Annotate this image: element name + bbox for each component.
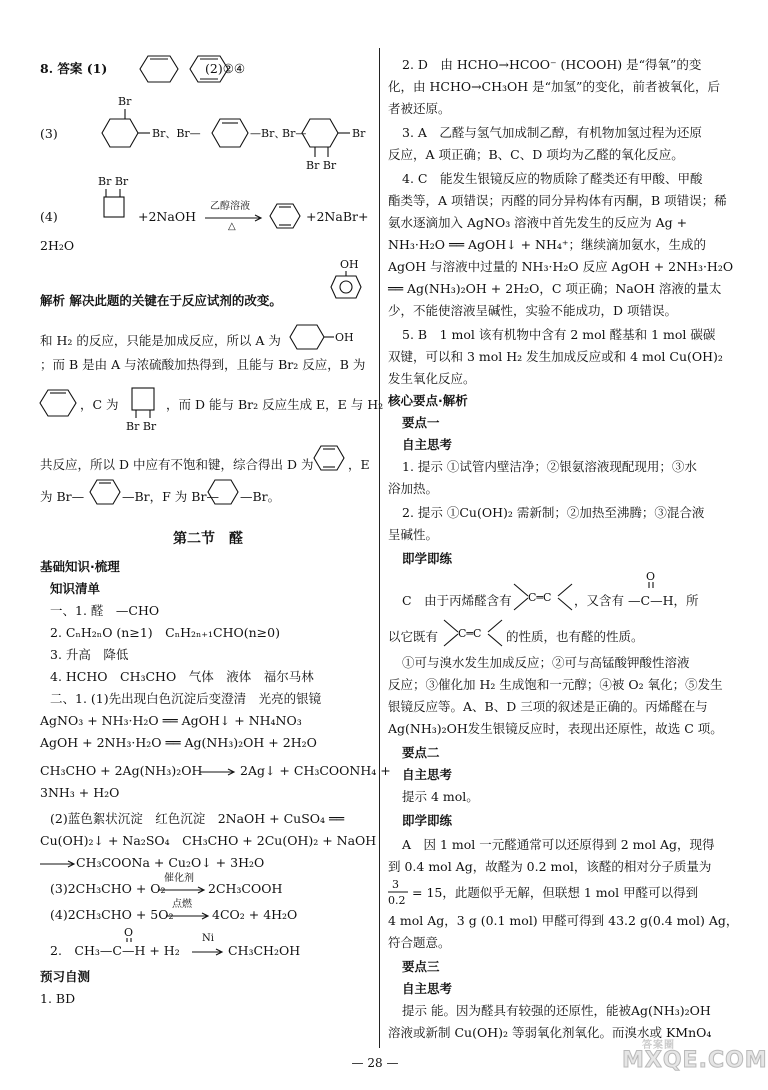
svg-text:OH: OH: [340, 258, 359, 271]
r-line-24c: —C—H，所: [628, 593, 699, 608]
analysis-6: 共反应，所以 D 中应有不饱和键，综合得出 D 为: [40, 457, 314, 472]
reaction-nabr: +2NaBr+: [306, 209, 369, 224]
equation-4: Cu(OH)₂↓ + Na₂SO₄ CH₃CHO + 2Cu(OH)₂ + NaOH: [40, 833, 377, 848]
column-divider: [379, 48, 380, 1048]
svg-text:C═C: C═C: [458, 627, 482, 640]
r-line-11: ══ Ag(NH₃)₂OH + 2H₂O，C 项正确；NaOH 溶液的量太: [388, 281, 722, 296]
list-2: 2. CₙH₂ₙO (n≥1) CₙH₂ₙ₊₁CHO(n≥0): [50, 625, 280, 640]
r-line-6: 4. C 能发生银镜反应的物质除了醛类还有甲酸、甲酸: [402, 171, 703, 186]
catalyst-label: 催化剂: [164, 873, 194, 884]
benzene-product-structure: [270, 202, 302, 230]
equation-7-arrow: [192, 950, 226, 954]
core-points-heading: 核心要点·解析: [388, 393, 468, 408]
cyclohexadiene-d-structure: [314, 444, 346, 472]
r-line-7: 酯类等，A 项错误；丙醛的同分异构体有丙酮，B 项错误；稀: [388, 193, 727, 208]
r-line-9: NH₃·H₂O ══ AgOH↓ + NH₄⁺；继续滴加氨水，生成的: [388, 237, 706, 252]
list-5: 二、1. (1)先出现白色沉淀后变澄清 光亮的银镜: [50, 691, 322, 706]
svg-text:Br—: Br—: [282, 127, 307, 140]
analysis-2: 和 H₂ 的反应，只能是加成反应，所以 A 为: [40, 333, 281, 348]
c-structure: [126, 384, 166, 439]
r-line-25b: 的性质，也有醛的性质。: [506, 629, 644, 644]
analysis-5: ，而 D 能与 Br₂ 反应生成 E，E 与 H₂: [166, 397, 384, 412]
page-number: — 28 —: [351, 1056, 399, 1070]
practice-1: 即学即练: [402, 551, 453, 566]
r-line-26: ①可与溴水发生加成反应；②可与高锰酸钾酸性溶液: [402, 655, 690, 670]
equation-4-arrow: [40, 862, 80, 866]
r-line-28: 银镜反应等。A、B、D 三项的叙述是正确的。丙烯醛在与: [388, 699, 708, 714]
watermark-small-text: 答案圈: [642, 1040, 675, 1051]
knowledge-list-heading: 知识清单: [50, 581, 101, 596]
r-line-27: 反应；③催化加 H₂ 生成饱和一元醇；④被 O₂ 氧化；⑤发生: [388, 677, 723, 692]
preview-answer-1: 1. BD: [40, 991, 76, 1006]
analysis-7: ，E: [348, 457, 370, 472]
equation-3a: CH₃CHO + 2Ag(NH₃)₂OH: [40, 763, 203, 778]
list-4: 4. HCHO CH₃CHO 气体 液体 福尔马林: [50, 669, 314, 684]
r-line-37: 4 mol Ag，3 g (0.1 mol) 甲醛可得到 43.2 g(0.4 mol) Ag，: [388, 913, 739, 928]
r-line-36: = 15，此题似乎无解，但联想 1 mol 甲醛可以得到: [412, 885, 699, 900]
r-line-35: 到 0.4 mol Ag，故醛为 0.2 mol，该醛的相对分子质量为: [388, 859, 712, 874]
ignite-label: 点燃: [172, 899, 192, 910]
preview-test-heading: 预习自测: [40, 969, 91, 984]
r-line-8: 氨水逐滴加入 AgNO₃ 溶液中首先发生的反应为 Ag +: [388, 215, 688, 230]
equation-2: AgOH + 2NH₃·H₂O ══ Ag(NH₃)₂OH + 2H₂O: [40, 735, 317, 750]
svg-text:Br、Br—: Br、Br—: [152, 127, 201, 140]
carbonyl-o-2: [644, 570, 658, 588]
equation-7b: CH₃CH₂OH: [228, 943, 301, 958]
svg-text:Br Br: Br Br: [126, 420, 157, 433]
practice-2: 即学即练: [402, 813, 453, 828]
answer-8-part3: (3): [40, 126, 58, 141]
equation-6-arrow: [166, 914, 212, 918]
r-line-34: A 因 1 mol 一元醛通常可以还原得到 2 mol Ag，现得: [402, 837, 715, 852]
r-line-24a: C 由于丙烯醛含有: [402, 593, 512, 608]
r-line-12: 少，不能使溶液呈碱性，实验不能成功，D 项错误。: [388, 303, 677, 318]
basic-knowledge-heading: 基础知识·梳理: [40, 559, 120, 574]
reaction-naoh: +2NaOH: [138, 209, 196, 224]
watermark-text: MXQE.COM: [622, 1048, 768, 1073]
svg-text:O: O: [646, 570, 656, 583]
analysis-8c: —Br。: [240, 489, 281, 504]
self-think-3: 自主思考: [402, 981, 453, 996]
e-structure: [90, 478, 122, 506]
svg-text:O: O: [124, 926, 134, 939]
answer-8-part4: (4): [40, 209, 58, 224]
r-line-29: Ag(NH₃)₂OH发生银镜反应时，表现出还原性，故选 C 项。: [388, 721, 723, 736]
section-title: 第二节 醛: [173, 531, 243, 547]
answer-8-label: 8. 答案 (1): [40, 61, 108, 76]
list-6: (2)蓝色絮状沉淀 红色沉淀 2NaOH + CuSO₄ ══: [50, 811, 345, 826]
ni-label: Ni: [202, 933, 214, 944]
cc-double-bond-2: [444, 618, 504, 648]
fraction-denominator: 0.2: [388, 894, 406, 907]
r-line-22: 呈碱性。: [388, 527, 439, 542]
svg-text:Br: Br: [352, 127, 366, 140]
equation-3c: 3NH₃ + H₂O: [40, 785, 120, 800]
r-line-42: 溶液或新制 Cu(OH)₂ 等弱氧化剂氧化。而溴水或 KMnO₄: [388, 1025, 712, 1040]
svg-text:Br: Br: [118, 95, 132, 108]
analysis-8b: —Br，F 为 Br—: [122, 489, 219, 504]
cyclohexene-structure: [140, 54, 180, 84]
key-point-3: 要点三: [402, 959, 440, 974]
cyclohexanol-structure: [290, 323, 360, 353]
r-line-15: 发生氧化反应。: [388, 371, 476, 386]
cyclohexadiene-structure: [190, 54, 230, 84]
r-line-19: 1. 提示 ①试管内壁洁净；②银氨溶液现配现用；③水: [402, 459, 697, 474]
list-1: 一、1. 醛 —CHO: [50, 603, 160, 618]
equation-3-arrow: [200, 770, 240, 774]
fraction-numerator: 3: [392, 878, 399, 891]
cc-double-bond-1: [514, 582, 574, 612]
self-think-1: 自主思考: [402, 437, 453, 452]
dibromocyclobutane-structure: [98, 175, 138, 235]
r-line-20: 浴加热。: [388, 481, 439, 496]
svg-text:—Br、: —Br、: [250, 127, 286, 140]
equation-5-arrow: [158, 888, 208, 892]
svg-text:OH: OH: [335, 331, 354, 344]
svg-text:Br Br: Br Br: [306, 159, 337, 172]
key-point-1: 要点一: [402, 415, 440, 430]
watermark-logo: [622, 1040, 768, 1084]
r-line-3: 者被还原。: [388, 101, 451, 116]
equation-6b: 4CO₂ + 4H₂O: [212, 907, 298, 922]
r-line-10: AgOH 与溶液中过量的 NH₃·H₂O 反应 AgOH + 2NH₃·H₂O: [388, 259, 734, 274]
r-line-13: 5. B 1 mol 该有机物中含有 2 mol 醛基和 1 mol 碳碳: [402, 327, 716, 342]
svg-text:C═C: C═C: [528, 591, 552, 604]
equation-7a: 2. CH₃—C—H + H₂: [50, 943, 180, 958]
r-line-32: 提示 4 mol。: [402, 789, 479, 804]
analysis-4: ，C 为: [80, 397, 119, 412]
key-point-2: 要点二: [402, 745, 440, 760]
analysis-text-1: 解析 解决此题的关键在于反应试剂的改变。: [40, 293, 282, 308]
carbonyl-o-1: [122, 926, 136, 940]
reaction-water: 2H₂O: [40, 238, 75, 253]
r-line-38: 符合题意。: [388, 935, 451, 950]
r-line-21: 2. 提示 ①Cu(OH)₂ 需新制；②加热至沸腾；③混合液: [402, 505, 705, 520]
r-line-4: 3. A 乙醛与氢气加成制乙醇，有机物加氢过程为还原: [402, 125, 702, 140]
equation-3b: 2Ag↓ + CH₃COONH₄ +: [240, 763, 391, 778]
r-line-5: 反应，A 项正确；B、C、D 项均为乙醛的氧化反应。: [388, 147, 684, 162]
equation-1: AgNO₃ + NH₃·H₂O ══ AgOH↓ + NH₄NO₃: [40, 713, 302, 728]
r-line-25a: 以它既有: [388, 629, 439, 644]
r-line-1: 2. D 由 HCHO→HCOO⁻ (HCOOH) 是“得氧”的变: [402, 57, 702, 72]
cyclohexene-b-structure: [40, 388, 80, 418]
heat-symbol: △: [228, 221, 236, 232]
r-line-24b: ，又含有: [574, 593, 625, 608]
svg-text:Br Br: Br Br: [98, 175, 129, 188]
analysis-1: [40, 292, 282, 310]
equation-5b: 2CH₃COOH: [208, 881, 283, 896]
r-line-2: 化，由 HCHO→CH₃OH 是“加氢”的变化，前者被氧化，后: [388, 79, 720, 94]
analysis-3: ；而 B 是由 A 与浓硫酸加热得到，且能与 Br₂ 反应，B 为: [40, 357, 366, 372]
phenol-structure: [330, 258, 362, 300]
dibromo-structures: [70, 95, 390, 175]
analysis-8a: 为 Br—: [40, 489, 85, 504]
answer-8-part2: (2)②④: [205, 61, 246, 76]
r-line-14: 双键，可以和 3 mol H₂ 发生加成反应或和 4 mol Cu(OH)₂: [388, 349, 723, 364]
f-structure: [208, 478, 240, 506]
equation-5a: (3)2CH₃CHO + O₂: [50, 881, 166, 896]
self-think-2: 自主思考: [402, 767, 453, 782]
equation-6a: (4)2CH₃CHO + 5O₂: [50, 907, 174, 922]
list-3: 3. 升高 降低: [50, 647, 129, 662]
r-line-41: 提示 能。因为醛具有较强的还原性，能被Ag(NH₃)₂OH: [402, 1003, 711, 1018]
equation-4b: CH₃COONa + Cu₂O↓ + 3H₂O: [76, 855, 265, 870]
reaction-condition: 乙醇溶液: [210, 201, 250, 212]
